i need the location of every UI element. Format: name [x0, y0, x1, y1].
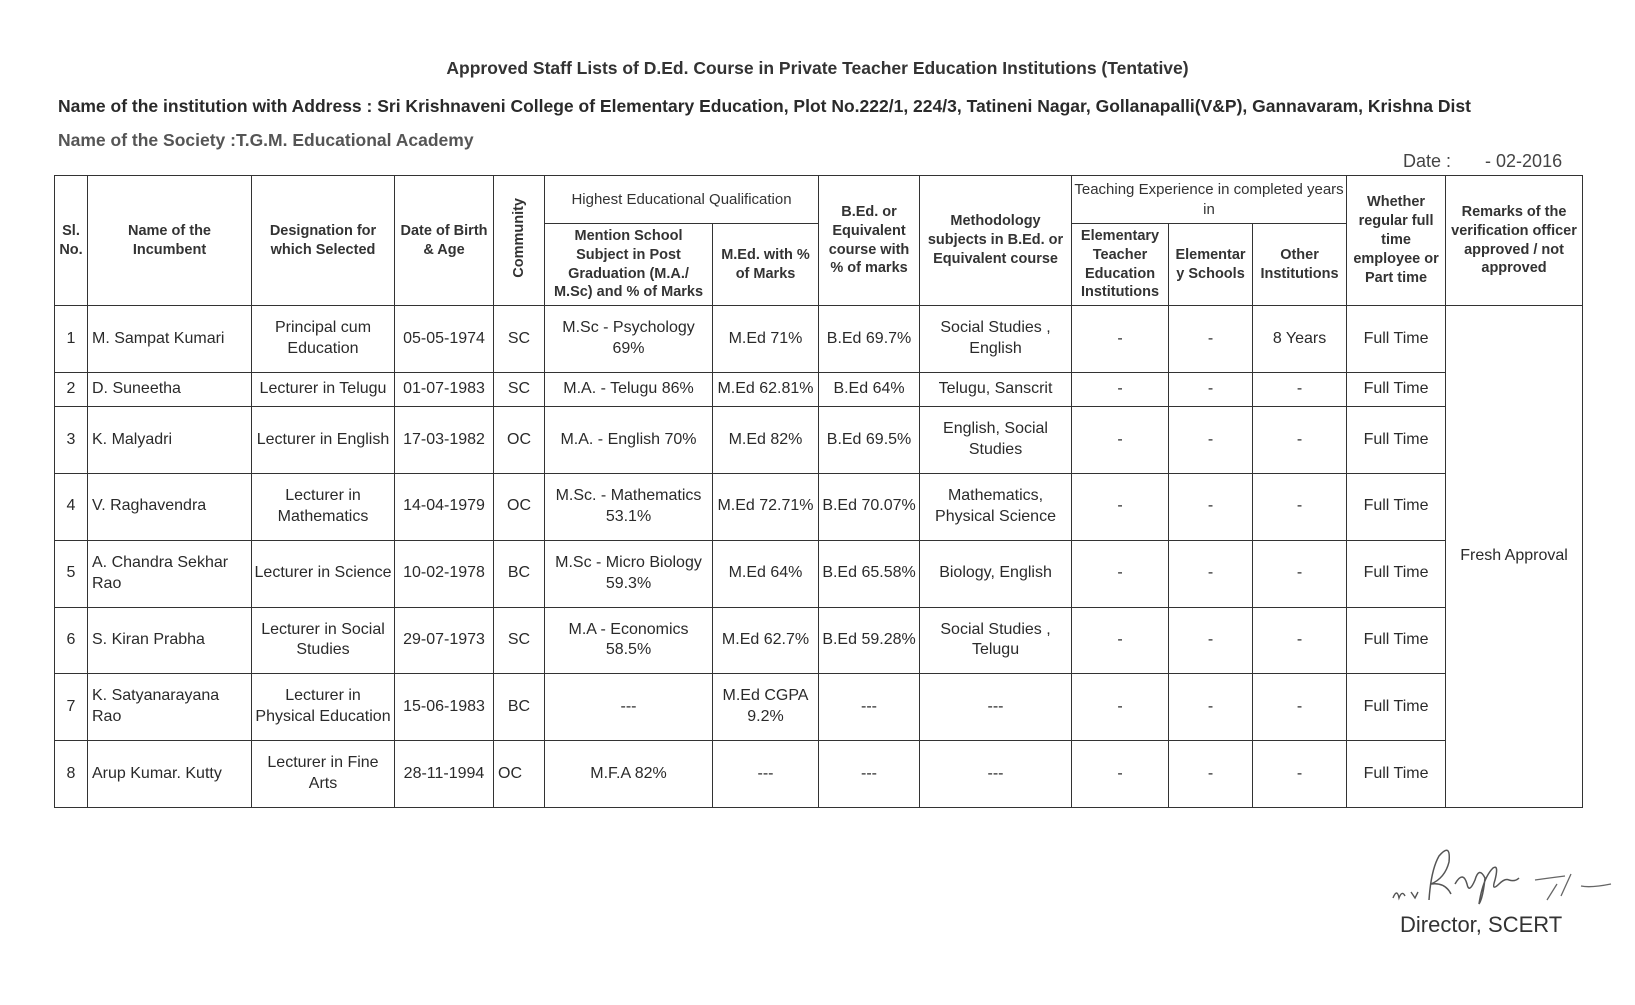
cell-sl: 2	[55, 372, 88, 406]
cell-designation: Lecturer in Fine Arts	[252, 741, 395, 808]
cell-exp-schools: -	[1169, 540, 1253, 607]
cell-exp-schools: -	[1169, 741, 1253, 808]
header-sl-no: Sl. No.	[55, 176, 88, 306]
cell-sl: 5	[55, 540, 88, 607]
cell-exp-ete: -	[1072, 674, 1169, 741]
table-row	[55, 407, 1583, 474]
cell-pg: M.A. - English 70%	[545, 407, 713, 474]
cell-name: Arup Kumar. Kutty	[88, 741, 252, 808]
cell-med: M.Ed 71%	[713, 306, 819, 373]
cell-exp-other: -	[1253, 674, 1347, 741]
date-value: - 02-2016	[1485, 151, 1563, 171]
header-highest-qualification: Highest Educational Qualification	[545, 176, 819, 224]
cell-dob: 15-06-1983	[395, 674, 494, 741]
cell-methodology: Social Studies , Telugu	[920, 607, 1072, 674]
header-remarks: Remarks of the verification officer approved / not approved	[1446, 176, 1583, 306]
cell-exp-ete: -	[1072, 741, 1169, 808]
cell-exp-schools: -	[1169, 473, 1253, 540]
cell-exp-other: -	[1253, 473, 1347, 540]
cell-exp-other: -	[1253, 372, 1347, 406]
cell-designation: Lecturer in English	[252, 407, 395, 474]
institution-address: Name of the institution with Address : Sri Krishnaveni College of Elementary Education, Plot No.222/1, 224/3, Tatineni Nagar, Gollanapalli(V&P), Gannavaram, Krishna Dist	[58, 96, 1471, 116]
signatory-title: Director, SCERT	[1400, 912, 1563, 937]
cell-methodology: Biology, English	[920, 540, 1072, 607]
cell-bed: B.Ed 69.7%	[819, 306, 920, 373]
cell-dob: 29-07-1973	[395, 607, 494, 674]
header-designation: Designation for which Selected	[252, 176, 395, 306]
header-bed: B.Ed. or Equivalent course with % of marks	[819, 176, 920, 306]
table-row	[55, 607, 1583, 674]
cell-bed: ---	[819, 674, 920, 741]
cell-dob: 01-07-1983	[395, 372, 494, 406]
cell-designation: Lecturer in Science	[252, 540, 395, 607]
cell-regular: Full Time	[1347, 306, 1446, 373]
cell-regular: Full Time	[1347, 372, 1446, 406]
date-line	[1403, 151, 1562, 172]
cell-bed: B.Ed 59.28%	[819, 607, 920, 674]
cell-med: M.Ed 72.71%	[713, 473, 819, 540]
cell-name: A. Chandra Sekhar Rao	[88, 540, 252, 607]
cell-sl: 3	[55, 407, 88, 474]
cell-regular: Full Time	[1347, 540, 1446, 607]
cell-dob: 14-04-1979	[395, 473, 494, 540]
cell-name: V. Raghavendra	[88, 473, 252, 540]
header-dob: Date of Birth & Age	[395, 176, 494, 306]
header-pg: Mention School Subject in Post Graduation (M.A./ M.Sc) and % of Marks	[545, 224, 713, 306]
cell-regular: Full Time	[1347, 473, 1446, 540]
table-row	[55, 473, 1583, 540]
cell-name: D. Suneetha	[88, 372, 252, 406]
cell-community: OC	[494, 741, 545, 808]
cell-designation: Lecturer in Mathematics	[252, 473, 395, 540]
cell-sl: 6	[55, 607, 88, 674]
document-title: Approved Staff Lists of D.Ed. Course in Private Teacher Education Institutions (Tentative)	[446, 58, 1189, 78]
cell-exp-ete: -	[1072, 306, 1169, 373]
cell-pg: M.A. - Telugu 86%	[545, 372, 713, 406]
cell-community: OC	[494, 473, 545, 540]
cell-exp-schools: -	[1169, 306, 1253, 373]
handwritten-signature	[1385, 840, 1625, 910]
cell-regular: Full Time	[1347, 741, 1446, 808]
cell-exp-ete: -	[1072, 473, 1169, 540]
cell-community: BC	[494, 674, 545, 741]
cell-pg: M.Sc - Micro Biology 59.3%	[545, 540, 713, 607]
cell-name: S. Kiran Prabha	[88, 607, 252, 674]
cell-med: M.Ed 62.7%	[713, 607, 819, 674]
cell-exp-other: -	[1253, 407, 1347, 474]
cell-med: M.Ed 64%	[713, 540, 819, 607]
cell-bed: B.Ed 70.07%	[819, 473, 920, 540]
cell-dob: 05-05-1974	[395, 306, 494, 373]
cell-name: K. Malyadri	[88, 407, 252, 474]
header-med: M.Ed. with % of Marks	[713, 224, 819, 306]
cell-exp-other: 8 Years	[1253, 306, 1347, 373]
cell-regular: Full Time	[1347, 674, 1446, 741]
cell-designation: Lecturer in Physical Education	[252, 674, 395, 741]
table-row	[55, 540, 1583, 607]
cell-sl: 8	[55, 741, 88, 808]
cell-regular: Full Time	[1347, 607, 1446, 674]
cell-pg: ---	[545, 674, 713, 741]
cell-designation: Lecturer in Social Studies	[252, 607, 395, 674]
cell-bed: B.Ed 69.5%	[819, 407, 920, 474]
cell-exp-other: -	[1253, 540, 1347, 607]
cell-exp-other: -	[1253, 741, 1347, 808]
cell-med: ---	[713, 741, 819, 808]
cell-community: SC	[494, 306, 545, 373]
cell-dob: 28-11-1994	[395, 741, 494, 808]
cell-med: M.Ed 62.81%	[713, 372, 819, 406]
cell-methodology: ---	[920, 674, 1072, 741]
cell-exp-schools: -	[1169, 372, 1253, 406]
cell-community: SC	[494, 607, 545, 674]
header-exp-ete: Elementary Teacher Education Institutions	[1072, 224, 1169, 306]
cell-pg: M.F.A 82%	[545, 741, 713, 808]
header-teaching-experience: Teaching Experience in completed years in	[1072, 176, 1347, 224]
header-name: Name of the Incumbent	[88, 176, 252, 306]
date-label: Date :	[1403, 151, 1452, 171]
cell-designation: Principal cum Education	[252, 306, 395, 373]
cell-bed: B.Ed 65.58%	[819, 540, 920, 607]
cell-exp-ete: -	[1072, 607, 1169, 674]
cell-methodology: English, Social Studies	[920, 407, 1072, 474]
cell-name: M. Sampat Kumari	[88, 306, 252, 373]
header-exp-other: Other Institutions	[1253, 224, 1347, 306]
table-row	[55, 372, 1583, 406]
cell-community: OC	[494, 407, 545, 474]
header-community-label: Community	[510, 197, 527, 278]
cell-name: K. Satyanarayana Rao	[88, 674, 252, 741]
cell-pg: M.Sc. - Mathematics 53.1%	[545, 473, 713, 540]
staff-table	[54, 175, 1583, 808]
cell-exp-ete: -	[1072, 540, 1169, 607]
cell-regular: Full Time	[1347, 407, 1446, 474]
cell-exp-ete: -	[1072, 372, 1169, 406]
cell-dob: 17-03-1982	[395, 407, 494, 474]
cell-dob: 10-02-1978	[395, 540, 494, 607]
cell-exp-other: -	[1253, 607, 1347, 674]
cell-pg: M.A - Economics 58.5%	[545, 607, 713, 674]
cell-methodology: Telugu, Sanscrit	[920, 372, 1072, 406]
header-methodology: Methodology subjects in B.Ed. or Equivalent course	[920, 176, 1072, 306]
cell-designation: Lecturer in Telugu	[252, 372, 395, 406]
cell-community: SC	[494, 372, 545, 406]
cell-methodology: Social Studies , English	[920, 306, 1072, 373]
header-community	[494, 176, 545, 306]
table-row	[55, 674, 1583, 741]
cell-sl: 1	[55, 306, 88, 373]
cell-exp-schools: -	[1169, 607, 1253, 674]
cell-sl: 7	[55, 674, 88, 741]
cell-exp-schools: -	[1169, 674, 1253, 741]
cell-bed: ---	[819, 741, 920, 808]
cell-med: M.Ed CGPA 9.2%	[713, 674, 819, 741]
cell-methodology: ---	[920, 741, 1072, 808]
cell-pg: M.Sc - Psychology 69%	[545, 306, 713, 373]
header-exp-schools: Elementar y Schools	[1169, 224, 1253, 306]
society-name: Name of the Society :T.G.M. Educational Academy	[58, 130, 474, 150]
table-row	[55, 306, 1583, 373]
cell-sl: 4	[55, 473, 88, 540]
cell-remarks: Fresh Approval	[1446, 306, 1583, 808]
cell-med: M.Ed 82%	[713, 407, 819, 474]
cell-methodology: Mathematics, Physical Science	[920, 473, 1072, 540]
cell-exp-schools: -	[1169, 407, 1253, 474]
cell-community: BC	[494, 540, 545, 607]
header-regular: Whether regular full time employee or Part time	[1347, 176, 1446, 306]
cell-exp-ete: -	[1072, 407, 1169, 474]
cell-bed: B.Ed 64%	[819, 372, 920, 406]
table-row	[55, 741, 1583, 808]
